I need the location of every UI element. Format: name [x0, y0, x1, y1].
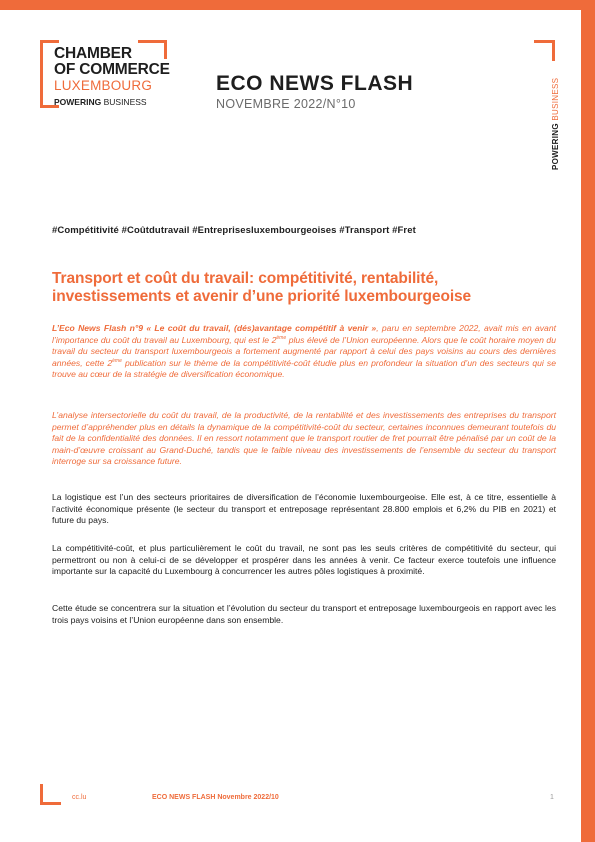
corner-bracket-bottom-left-icon [40, 784, 61, 805]
chamber-of-commerce-logo [54, 46, 170, 109]
intro-sup-1: ème [276, 334, 287, 341]
intro-text-part1: , paru en septembre 2022, avait mis en avant l’importance du coût du travail au Luxembourg, qui est le 2 [52, 323, 556, 345]
hashtags: #Compétitivité #Coûtdutravail #Entreprisesluxembourgeoises #Transport #Fret [52, 225, 416, 236]
side-powering-business-label [551, 78, 560, 170]
intro-sup-2: ème [112, 357, 122, 364]
body-paragraph-2: La compétitivité-coût, et plus particulièrement le coût du travail, ne sont pas les seuls critères de compétitivité du secteur, qui permettront ou non à celui-ci de se développer et prospérer dans les années à venir. Ce facteur exerce toutefois une influence importante sur la capacité du Luxembourg à concurrencer les autres pôles logistiques à proximité. [52, 543, 556, 577]
article-headline: Transport et coût du travail: compétitivité, rentabilité, investissements et avenir d’une priorité luxembourgeoise [52, 270, 472, 305]
intro-paragraph-1 [52, 323, 556, 381]
right-orange-border [581, 0, 595, 842]
body-paragraph-1: La logistique est l’un des secteurs prioritaires de diversification de l’économie luxembourgeoise. Elle est, à ce titre, essentielle à l’activité économique présente (le secteur du transport et entreposage représentant 28.800 emplois et 6,2% du PIB en 2021) et future du pays. [52, 492, 556, 526]
footer-website-link[interactable]: cc.lu [72, 794, 87, 801]
footer-reference: ECO NEWS FLASH Novembre 2022/10 [152, 794, 279, 801]
logo-tagline-bold: POWERING [54, 97, 102, 107]
logo-tagline-rest: BUSINESS [101, 97, 147, 107]
newsletter-issue: NOVEMBRE 2022/N°10 [216, 97, 356, 111]
logo-line-luxembourg: LUXEMBOURG [54, 78, 153, 93]
intro-text-part2: plus élevé de l’Union européenne. Alors que le coût horaire moyen du travail du secteur du transport luxembourgeois a fortement augmenté par rapport à celui des pays voisins au cours des dernières années, cette 2 [52, 334, 556, 368]
side-label-bold: POWERING [551, 123, 560, 170]
logo-line-chamber: CHAMBER [54, 45, 132, 62]
logo-line-of-commerce: OF COMMERCE [54, 61, 170, 78]
body-paragraph-3: Cette étude se concentrera sur la situation et l’évolution du secteur du transport et entreposage luxembourgeois en rapport avec les trois pays voisins et l’Union européenne dans son ensemble. [52, 603, 556, 625]
newsletter-title: ECO NEWS FLASH [216, 72, 414, 95]
intro-paragraph-2: L’analyse intersectorielle du coût du travail, de la productivité, de la rentabilité et des investissements des entreprises du transport permet d’appréhender plus en détails la dynamique de la compétitivité-coût du secteur, certaines inconnues demeurant toutefois du fait de la confidentialité des données. Il en ressort notamment que le transport routier de fret pourrait être pénalisé par un coût de la main-d’œuvre croissant au Grand-Duché, tandis que le faible niveau des investissements de l’ensemble du secteur du transport interroge sur sa croissance future. [52, 410, 556, 467]
newsletter-header [216, 72, 413, 112]
logo-tagline [54, 95, 170, 109]
intro-text-part3: publication sur le thème de la compétitivité-coût étudie plus en profondeur la situation d’un des secteurs qui se trouve au cœur de la stratégie de diversification économique. [52, 357, 556, 380]
page-number: 1 [550, 794, 554, 801]
intro-lead: L’Eco News Flash n°9 « Le coût du travail, (dés)avantage compétitif à venir » [52, 323, 377, 333]
top-orange-border [0, 0, 595, 10]
corner-bracket-top-right-icon [534, 40, 555, 61]
side-label-rest: BUSINESS [551, 77, 560, 124]
